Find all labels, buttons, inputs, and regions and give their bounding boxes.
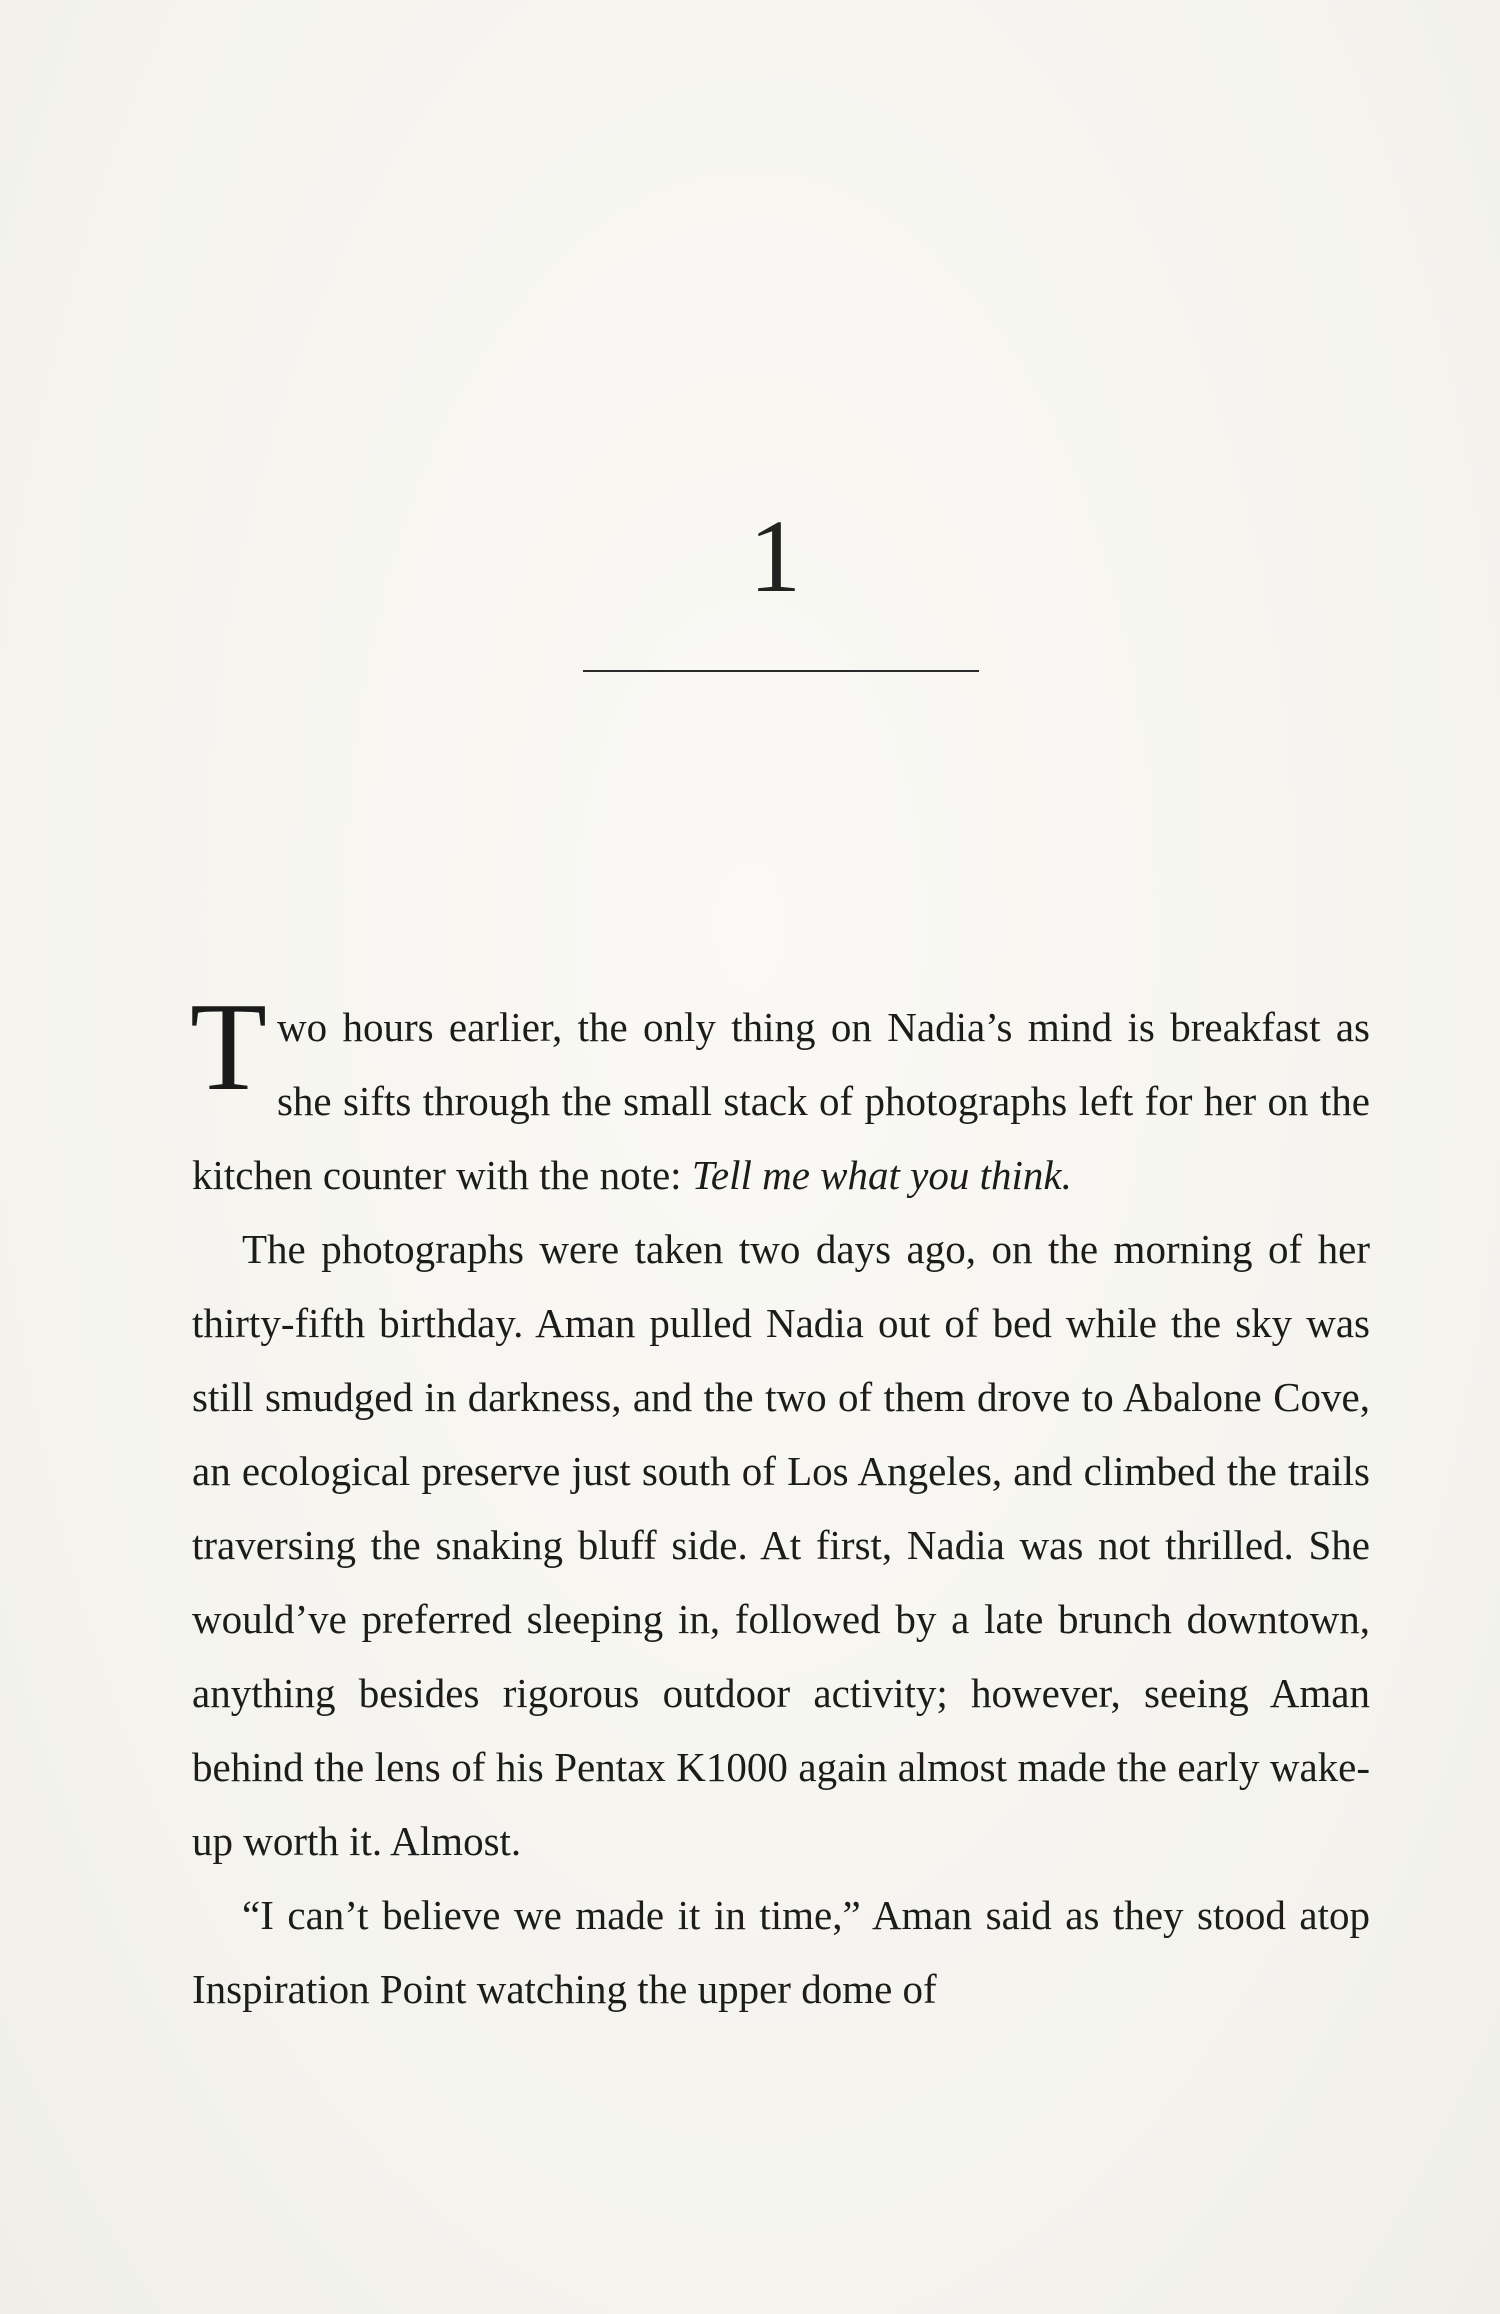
chapter-number: 1	[749, 499, 801, 614]
body-text	[190, 978, 1370, 2026]
paragraph-2: The photographs were taken two days ago, on the morning of her thirty-fifth birthday. Aman pulled Nadia out of bed while the sky was still smudged in darkness, and the two of them drove to Abalone Cove, an ecological preserve just south of Los Angeles, and climbed the trails traversing the snaking bluff side. At first, Nadia was not thrilled. She would’ve preferred sleeping in, followed by a late brunch downtown, anything besides rigorous outdoor activity; however, seeing Aman behind the lens of his Pentax K1000 again almost made the early wake-up worth it. Almost.	[192, 1226, 1370, 1864]
paragraph-1-text: wo hours earlier, the only thing on Nadia’s mind is breakfast as she sifts through the small stack of photographs left for her on the kitchen counter with the note:	[192, 1004, 1370, 1198]
paragraph-1	[190, 978, 1370, 1212]
drop-cap: T	[190, 978, 267, 1117]
chapter-rule	[583, 670, 979, 672]
note-text: Tell me what you think.	[691, 1152, 1072, 1198]
paragraph-3: “I can’t believe we made it in time,” Aman said as they stood atop Inspiration Point watching the upper dome of	[192, 1892, 1370, 2012]
